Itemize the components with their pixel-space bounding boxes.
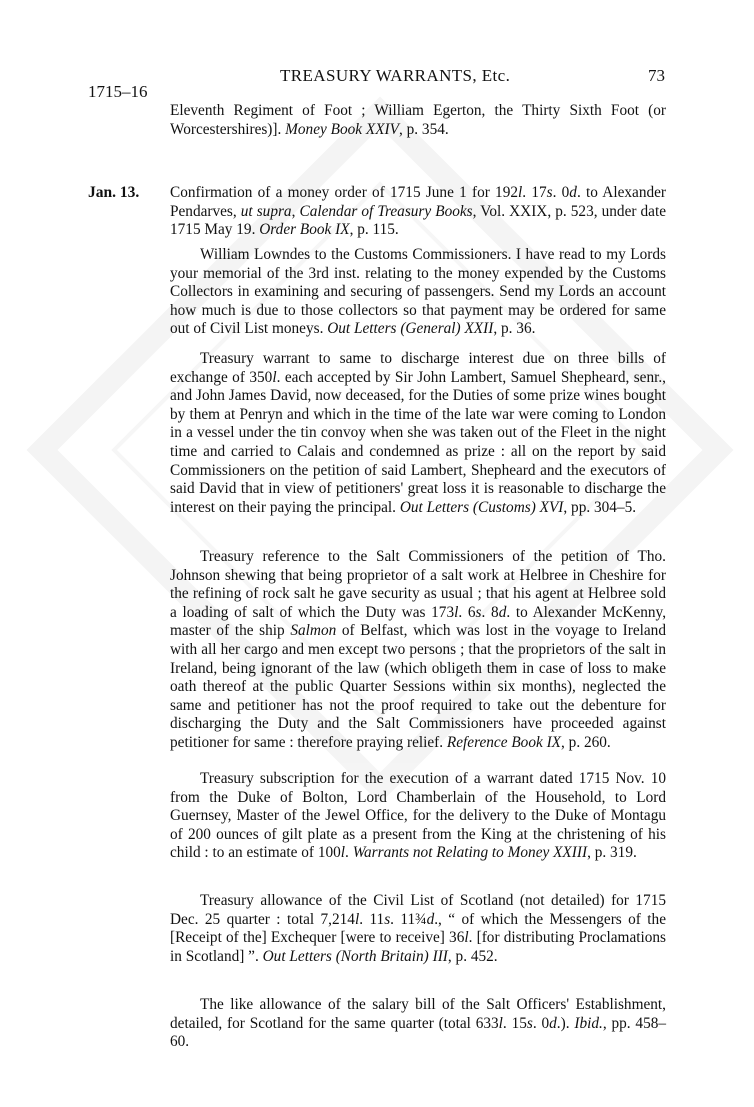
entry-paragraph	[170, 548, 666, 753]
entry-paragraph	[170, 996, 666, 1052]
page-header	[0, 62, 754, 102]
text-segment: , p. 36.	[493, 320, 536, 338]
text-segment: l	[454, 603, 459, 621]
text-segment: s	[475, 603, 482, 621]
text-segment: of Belfast, which was lost in the voyage to Ireland with all her cargo and men except two persons ; that the proprietors of the salt in Ireland, being ignorant of the law (which obligeth them in case of loss to make oath thereof at the public Quarter Sessions within six months), neglected the same and petitioner has not the proof required to take out the debenture for discharging the Duty and the Salt Commissioners have proceeded against petitioner for same : therefore praying relief.	[170, 622, 666, 751]
text-segment: . 0	[552, 184, 570, 201]
text-segment: , Vol. XXIX, p. 523, under date 1715 May 19.	[170, 202, 666, 239]
text-segment: . 11¾	[390, 910, 427, 928]
text-segment: ., “ of which the Messengers of the [Receipt of the] Exchequer [were to receive] 36	[170, 910, 666, 947]
entry-date: Jan. 13.	[88, 184, 140, 201]
text-segment: Treasury warrant to same to discharge interest due on three bills of exchange of 350	[170, 350, 666, 386]
text-segment: Calendar of Treasury Books	[299, 202, 473, 220]
text-segment: s	[546, 184, 553, 201]
text-segment: Treasury reference to the Salt Commissioners of the petition of Tho. Johnson shewing that being proprietor of a salt work at Helbree in Cheshire for the refining of rock salt he gave security as usual ; that his agent at Helbree sold a loading of salt of which the Duty was 173	[170, 548, 666, 621]
text-segment: , p. 354.	[398, 120, 449, 138]
entry-paragraph	[170, 350, 666, 517]
text-segment: Out Letters (Customs) XVI	[399, 498, 564, 516]
text-segment: d	[569, 184, 577, 201]
text-segment: , pp. 304–5.	[563, 498, 637, 516]
text-segment: . to Alexander Pendarves,	[170, 184, 667, 220]
entry-paragraph	[170, 892, 666, 966]
text-segment: l	[354, 910, 360, 928]
text-segment: Confirmation of a money order of 1715 June 1 for 192	[170, 184, 519, 201]
text-segment: William Lowndes to the Customs Commissioners. I have read to my Lords your memorial of the 3rd inst. relating to the money expended by the Customs Collectors in examining and securing of passengers. Send my Lords an account how much is due to those collectors so that payment may be ordered for same out of Civil List moneys.	[170, 246, 666, 338]
text-segment: ut supra	[240, 202, 292, 220]
text-segment: Money Book XXIV	[285, 120, 399, 138]
text-segment: .).	[556, 1014, 575, 1032]
text-segment: . 6	[458, 603, 476, 621]
text-segment: Order Book IX	[259, 221, 350, 239]
text-segment: . each accepted by Sir John Lambert, Samuel Shepheard, senr., and John James David, now deceased, for the Duties of some prize wines bought by them at Penryn and which in the time of the late war were coming to London in a vessel under the tin convoy when she was taken out of the Fleet in the night time and carried to Calais and condemned as prize : all on the report by said Commissioners on the petition of said Lambert, Shepheard and the executors of said David that in view of petitioners' great loss it is reasonable to discharge the interest on their paying the principal.	[170, 368, 667, 516]
text-segment: , p. 115.	[349, 221, 399, 239]
text-segment: .	[345, 844, 353, 862]
text-segment: . 8	[481, 603, 499, 621]
year-range: 1715–16	[88, 82, 148, 101]
text-segment: Ibid.	[574, 1014, 603, 1032]
text-segment: Eleventh Regiment of Foot ; William Egerton, the Thirty Sixth Foot (or Worcestershires)].	[170, 102, 666, 138]
text-segment: Reference Book IX	[446, 733, 562, 751]
text-segment: l	[518, 184, 523, 201]
entry-paragraph	[170, 102, 666, 139]
text-segment: , p. 260.	[561, 733, 611, 751]
text-segment: . 0	[532, 1014, 550, 1032]
text-segment: Out Letters (General) XXII	[327, 320, 494, 338]
text-segment: . to Alexander McKenny, master of the ship	[170, 603, 667, 640]
text-segment: Salmon	[290, 622, 337, 640]
text-segment: Out Letters (North Britain) III	[262, 947, 448, 965]
text-segment: s	[384, 910, 391, 928]
text-segment: . 15	[502, 1014, 527, 1032]
text-segment: , pp. 458–60.	[170, 1014, 667, 1051]
text-segment: . 17	[522, 184, 547, 201]
text-segment: l	[272, 368, 277, 386]
text-segment: Treasury subscription for the execution of a warrant dated 1715 Nov. 10 from the Duke of Bolton, Lord Chamberlain of the Household, to Lord Guernsey, Master of the Jewel Office, for the delivery to the Duke of Montagu of 200 ounces of gilt plate as a present from the King at the christening of his child : to an estimate of 100	[170, 770, 666, 862]
entry-paragraph	[170, 770, 666, 863]
text-segment: Treasury allowance of the Civil List of Scotland (not detailed) for 1715 Dec. 25 quarter : total 7,214	[170, 892, 666, 928]
page-number: 73	[648, 66, 665, 85]
text-segment: d	[549, 1014, 557, 1032]
text-segment: ,	[291, 202, 300, 220]
text-segment: l	[340, 844, 346, 862]
entry-paragraph	[170, 246, 666, 339]
entry-paragraph	[170, 184, 666, 240]
text-segment: The like allowance of the salary bill of the Salt Officers' Establishment, detailed, for Scotland for the same quarter (total 633	[170, 996, 666, 1032]
text-segment: Warrants not Relating to Money XXIII	[352, 844, 588, 862]
text-segment: l	[498, 1014, 503, 1032]
text-segment: s	[526, 1014, 533, 1032]
text-segment: , p. 452.	[447, 947, 498, 965]
text-segment: , p. 319.	[587, 844, 637, 862]
text-segment: l	[464, 929, 469, 947]
text-segment: . 11	[359, 910, 385, 928]
text-segment: d	[498, 603, 507, 621]
text-segment: d	[426, 910, 435, 928]
running-title: TREASURY WARRANTS, Etc.	[280, 66, 511, 85]
text-segment: . [for distributing Proclamations in Scotland] ”.	[170, 929, 666, 965]
